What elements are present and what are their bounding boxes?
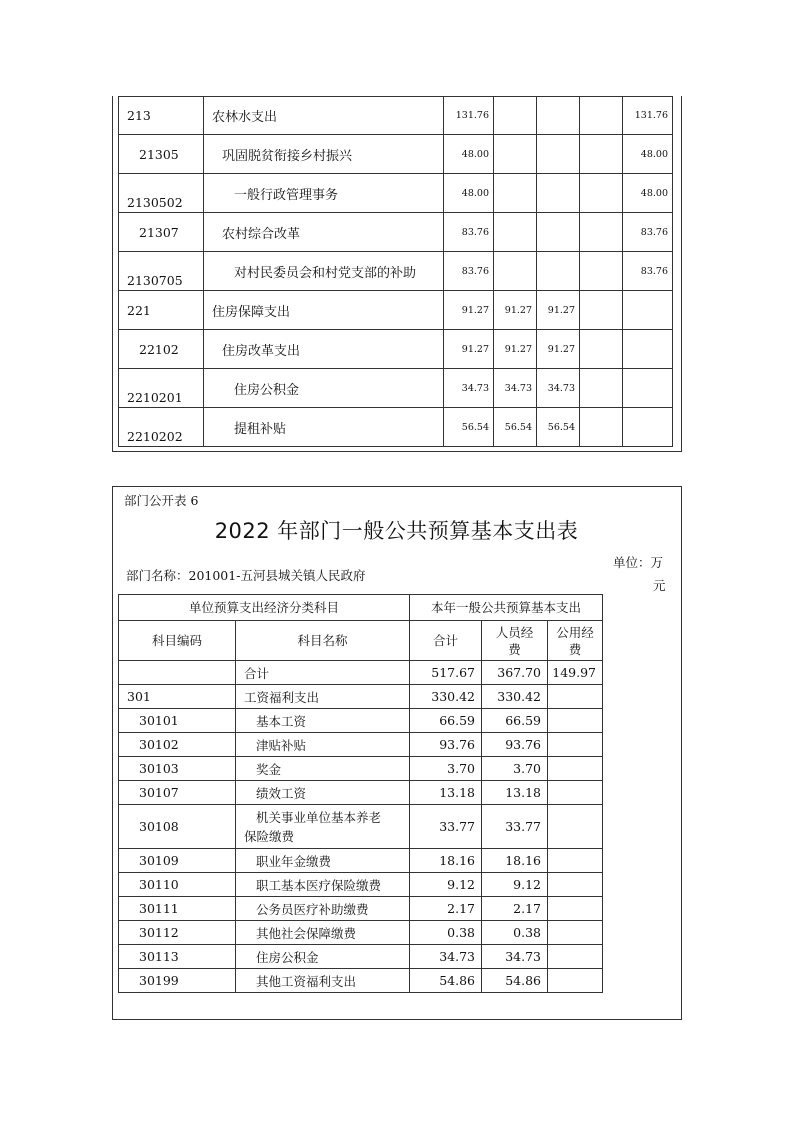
row-name: 绩效工资: [236, 781, 410, 805]
column-header-public: [548, 621, 603, 661]
cell-value: 56.54: [494, 408, 537, 447]
row-name: 对村民委员会和村党支部的补助: [204, 252, 444, 291]
cell-value: [580, 135, 623, 174]
cell-value: [623, 369, 673, 408]
cell-value: [494, 135, 537, 174]
row-code: 2130502: [119, 174, 204, 213]
cell-public: [548, 733, 603, 757]
cell-public: 149.97: [548, 661, 603, 685]
cell-value: 56.54: [537, 408, 580, 447]
table-row: [119, 252, 673, 291]
cell-value: 34.73: [494, 369, 537, 408]
header-row-group: [119, 595, 603, 621]
cell-value: [494, 213, 537, 252]
cell-value: 48.00: [623, 174, 673, 213]
table-row: [119, 330, 673, 369]
row-name: 工资福利支出: [236, 685, 410, 709]
table-row: [119, 945, 603, 969]
row-name: 职业年金缴费: [236, 849, 410, 873]
row-code: 30110: [119, 873, 236, 897]
table-row: [119, 873, 603, 897]
table-row-total: [119, 661, 603, 685]
row-name: [236, 805, 410, 849]
cell-public: [548, 969, 603, 993]
unit-label: 单位：万: [613, 555, 664, 570]
cell-public: [548, 873, 603, 897]
row-name: 住房保障支出: [204, 291, 444, 330]
cell-value: [623, 291, 673, 330]
row-name: 农村综合改革: [204, 213, 444, 252]
row-code: 30103: [119, 757, 236, 781]
cell-personnel: 0.38: [482, 921, 548, 945]
cell-value: 83.76: [623, 213, 673, 252]
row-code: 2210202: [119, 408, 204, 447]
cell-value: [494, 97, 537, 135]
page-title: 2022 年部门一般公共预算基本支出表: [214, 519, 579, 543]
row-name: 农林水支出: [204, 97, 444, 135]
row-code: 2210201: [119, 369, 204, 408]
cell-total: 34.73: [410, 945, 482, 969]
cell-value: 48.00: [623, 135, 673, 174]
cell-value: 34.73: [444, 369, 494, 408]
cell-value: [494, 174, 537, 213]
cell-total: 9.12: [410, 873, 482, 897]
cell-total: 33.77: [410, 805, 482, 849]
cell-personnel: 13.18: [482, 781, 548, 805]
cell-value: [580, 330, 623, 369]
cell-value: 91.27: [494, 330, 537, 369]
cell-total: 93.76: [410, 733, 482, 757]
table-row: [119, 781, 603, 805]
cell-value: 91.27: [537, 291, 580, 330]
row-code: 30108: [119, 805, 236, 849]
cell-value: [580, 252, 623, 291]
table-row: [119, 174, 673, 213]
row-name: 职工基本医疗保险缴费: [236, 873, 410, 897]
row-name: 其他社会保障缴费: [236, 921, 410, 945]
cell-total: 330.42: [410, 685, 482, 709]
table-row: [119, 135, 673, 174]
table-row: [119, 685, 603, 709]
table-row: [119, 733, 603, 757]
cell-value: 91.27: [537, 330, 580, 369]
row-code: 30113: [119, 945, 236, 969]
cell-value: 48.00: [444, 135, 494, 174]
cell-value: 48.00: [444, 174, 494, 213]
row-name: 合计: [236, 661, 410, 685]
row-code: 22102: [119, 330, 204, 369]
cell-value: [537, 252, 580, 291]
cell-personnel: 367.70: [482, 661, 548, 685]
row-code: 301: [119, 685, 236, 709]
row-code: 30111: [119, 897, 236, 921]
department-name: 部门名称：201001-五河县城关镇人民政府: [126, 568, 366, 583]
cell-value: 131.76: [623, 97, 673, 135]
row-code: 30112: [119, 921, 236, 945]
cell-personnel: 2.17: [482, 897, 548, 921]
table-row: [119, 849, 603, 873]
table-row: [119, 897, 603, 921]
cell-value: 83.76: [444, 213, 494, 252]
cell-total: 18.16: [410, 849, 482, 873]
row-name: 住房公积金: [236, 945, 410, 969]
cell-value: [580, 408, 623, 447]
cell-total: 2.17: [410, 897, 482, 921]
header-row-columns: [119, 621, 603, 661]
cell-public: [548, 757, 603, 781]
cell-total: 66.59: [410, 709, 482, 733]
column-header-name: 科目名称: [236, 621, 410, 661]
column-header-total: 合计: [410, 621, 482, 661]
cell-public: [548, 897, 603, 921]
header-text: 公用经: [556, 624, 594, 640]
cell-value: [580, 291, 623, 330]
cell-value: 91.27: [444, 291, 494, 330]
cell-public: [548, 805, 603, 849]
row-code: 30107: [119, 781, 236, 805]
table-row: [119, 408, 673, 447]
cell-personnel: 54.86: [482, 969, 548, 993]
row-code: 21307: [119, 213, 204, 252]
cell-value: [494, 252, 537, 291]
cell-public: [548, 685, 603, 709]
row-code: 30109: [119, 849, 236, 873]
row-name: 提租补贴: [204, 408, 444, 447]
table-row: [119, 921, 603, 945]
cell-value: 91.27: [444, 330, 494, 369]
cell-total: 13.18: [410, 781, 482, 805]
basic-expenditure-table: [118, 594, 603, 993]
row-code: 30102: [119, 733, 236, 757]
cell-public: [548, 709, 603, 733]
row-name: 奖金: [236, 757, 410, 781]
cell-public: [548, 945, 603, 969]
table-row: [119, 291, 673, 330]
cell-value: 83.76: [623, 252, 673, 291]
table-row: [119, 757, 603, 781]
row-code: 213: [119, 97, 204, 135]
cell-value: [580, 213, 623, 252]
cell-total: 3.70: [410, 757, 482, 781]
cell-value: [623, 408, 673, 447]
header-group-right: 本年一般公共预算基本支出: [410, 595, 603, 621]
row-name: 一般行政管理事务: [204, 174, 444, 213]
cell-value: [580, 174, 623, 213]
header-text: 费: [568, 641, 582, 657]
cell-value: 83.76: [444, 252, 494, 291]
row-code: 30101: [119, 709, 236, 733]
table-row: [119, 969, 603, 993]
table-row: [119, 369, 673, 408]
unit-label-continued: 元: [653, 578, 666, 593]
cell-total: 517.67: [410, 661, 482, 685]
cell-total: 54.86: [410, 969, 482, 993]
cell-value: [580, 97, 623, 135]
cell-value: [580, 369, 623, 408]
cell-personnel: 330.42: [482, 685, 548, 709]
table-row: [119, 213, 673, 252]
column-header-personnel: [482, 621, 548, 661]
row-name: 其他工资福利支出: [236, 969, 410, 993]
row-name: 津贴补贴: [236, 733, 410, 757]
row-name-line: 保险缴费: [244, 828, 295, 844]
cell-personnel: 66.59: [482, 709, 548, 733]
cell-value: 91.27: [494, 291, 537, 330]
row-name: 基本工资: [236, 709, 410, 733]
cell-total: 0.38: [410, 921, 482, 945]
row-code: 21305: [119, 135, 204, 174]
row-name: 巩固脱贫衔接乡村振兴: [204, 135, 444, 174]
row-code: 30199: [119, 969, 236, 993]
cell-value: 56.54: [444, 408, 494, 447]
cell-value: [537, 213, 580, 252]
cell-personnel: 33.77: [482, 805, 548, 849]
cell-value: [537, 97, 580, 135]
row-name-line: 机关事业单位基本养老: [256, 809, 382, 825]
cell-personnel: 18.16: [482, 849, 548, 873]
cell-personnel: 93.76: [482, 733, 548, 757]
table-caption: 部门公开表 6: [124, 493, 199, 508]
row-code: 221: [119, 291, 204, 330]
cell-public: [548, 921, 603, 945]
cell-value: 131.76: [444, 97, 494, 135]
header-text: 费: [508, 641, 521, 657]
row-code: 2130705: [119, 252, 204, 291]
column-header-code: 科目编码: [119, 621, 236, 661]
cell-public: [548, 849, 603, 873]
cell-value: 34.73: [537, 369, 580, 408]
header-group-left: 单位预算支出经济分类科目: [119, 595, 410, 621]
cell-value: [537, 135, 580, 174]
row-name: 公务员医疗补助缴费: [236, 897, 410, 921]
row-code: [119, 661, 236, 685]
row-name: 住房改革支出: [204, 330, 444, 369]
continued-expenditure-table: [118, 96, 673, 447]
row-name: 住房公积金: [204, 369, 444, 408]
table-row: [119, 805, 603, 849]
cell-personnel: 34.73: [482, 945, 548, 969]
cell-public: [548, 781, 603, 805]
table-row: [119, 709, 603, 733]
table-row: [119, 97, 673, 135]
cell-value: [537, 174, 580, 213]
header-text: 人员经: [495, 624, 534, 640]
cell-personnel: 3.70: [482, 757, 548, 781]
cell-personnel: 9.12: [482, 873, 548, 897]
cell-value: [623, 330, 673, 369]
